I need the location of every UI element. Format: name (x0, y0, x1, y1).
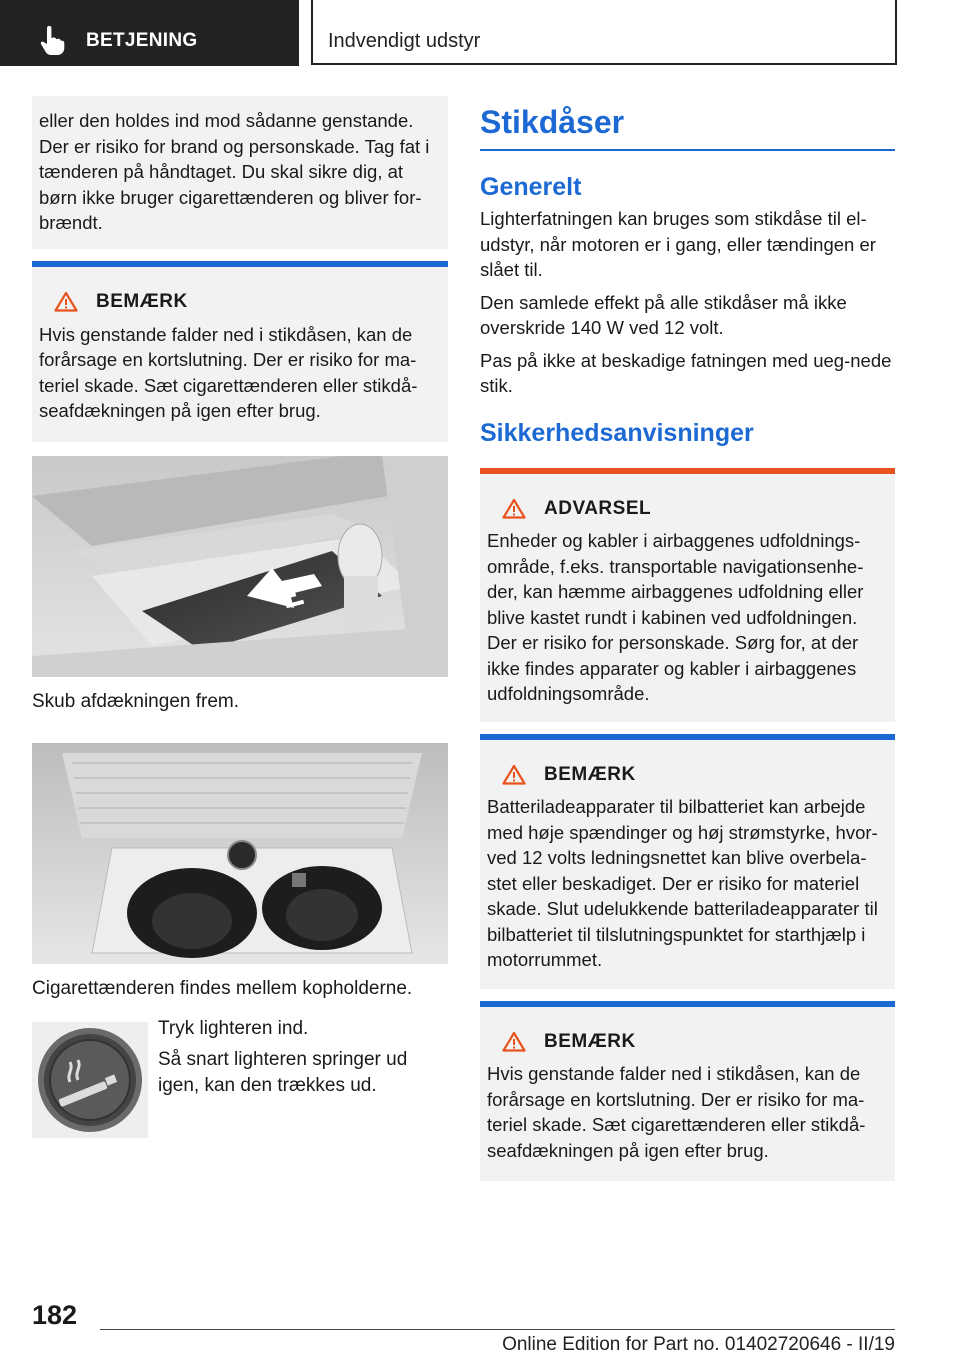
lighter-step-block (32, 1016, 448, 1134)
console-cover-illustration (32, 456, 448, 677)
notice-text: Hvis genstande falder ned i stikdåsen, kan de forårsage en kortslutning. Der er risiko for ma-teriel skade. Sæt cigarettænderen eller stikdå-seafdækningen på igen efter brug. (39, 323, 418, 421)
general-paragraph-1: Lighterfatningen kan bruges som stikdåse til el-udstyr, når motoren er i gang, eller tændingen er slået til. (480, 208, 876, 280)
warning-triangle-icon (502, 764, 526, 785)
notice-heading: BEMÆRK (544, 1030, 636, 1052)
photo-slide-cover (32, 456, 448, 677)
notice-text: Hvis genstande falder ned i stikdåsen, kan de forårsage en kortslutning. Der er risiko for ma-teriel skade. Sæt cigarettænderen eller stikdå-seafdækningen på igen efter brug. (487, 1063, 866, 1161)
lighter-image (32, 1022, 148, 1138)
intro-text: eller den holdes ind mod sådanne genstande. Der er risiko for brand og personskade. Tag fat i tænderen på håndtaget. Du skal sikre dig, at børn ikke bruger cigarettænderen og bliver for-brændt. (39, 110, 430, 233)
caption-slide-cover: Skub afdækningen frem. (32, 691, 240, 712)
warning-box (480, 468, 895, 722)
warning-triangle-icon (54, 291, 78, 312)
cigarette-lighter-icon (32, 1022, 148, 1138)
header-section-tab (0, 0, 299, 66)
notice-box-socket (480, 1001, 895, 1181)
subheading-safety: Sikkerhedsanvisninger (480, 418, 754, 447)
notice-box (32, 261, 448, 442)
photo-cupholders (32, 743, 448, 964)
general-paragraph-2: Den samlede effekt på alle stikdåser må ikke overskride 140 W ved 12 volt. (480, 291, 847, 338)
warning-triangle-icon (502, 1031, 526, 1052)
left-column (32, 96, 448, 1134)
warning-heading: ADVARSEL (544, 497, 652, 519)
general-paragraph-3: Pas på ikke at beskadige fatningen med ueg-nede stik. (480, 349, 892, 396)
footer-edition: Online Edition for Part no. 01402720646 - II/19 (502, 1334, 895, 1355)
step-remove-lighter: Så snart lighteren springer ud igen, kan den trækkes ud. (158, 1049, 408, 1096)
page-title: Stikdåser (480, 96, 895, 151)
caption-cupholders: Cigarettænderen findes mellem kopholderne. (32, 978, 413, 999)
notice-heading: BEMÆRK (544, 763, 636, 785)
footer-rule (100, 1329, 895, 1330)
notice-text: Batteriladeapparater til bilbatteriet kan arbejde med høje spændinger og høj strømstyrke, hvor-ved 12 volts ledningsnettet kan blive overbela-stet eller beskadiget. Der er risiko for materiel skade. Slut udelukkende batteriladeapparater til bilbatteriet til tilslutningspunktet for starthjælp i motorrummet. (487, 796, 878, 970)
section-label: BETJENING (86, 30, 198, 51)
warning-text: Enheder og kabler i airbaggenes udfoldnings-område, f.eks. transportable navigationsenhe-der, kan hæmme airbaggenes udfoldning eller blive kastet rundt i kabinen ved udfoldningen. Der er risiko for personskade. Sørg for, at der ikke findes apparater og kabler i airbaggenes udfoldningsområde. (487, 530, 864, 704)
notice-heading: BEMÆRK (96, 291, 188, 312)
topic-label: Indvendigt udstyr (328, 30, 481, 52)
subheading-generelt: Generelt (480, 173, 582, 201)
intro-box (32, 96, 448, 249)
hand-pointer-icon (38, 26, 66, 56)
right-column (480, 96, 895, 1181)
step-press-lighter: Tryk lighteren ind. (158, 1018, 309, 1039)
warning-triangle-icon (502, 498, 526, 519)
page-number: 182 (32, 1300, 78, 1330)
notice-box-charger (480, 734, 895, 989)
cupholder-illustration (32, 743, 448, 964)
header-topic-frame (311, 0, 897, 65)
